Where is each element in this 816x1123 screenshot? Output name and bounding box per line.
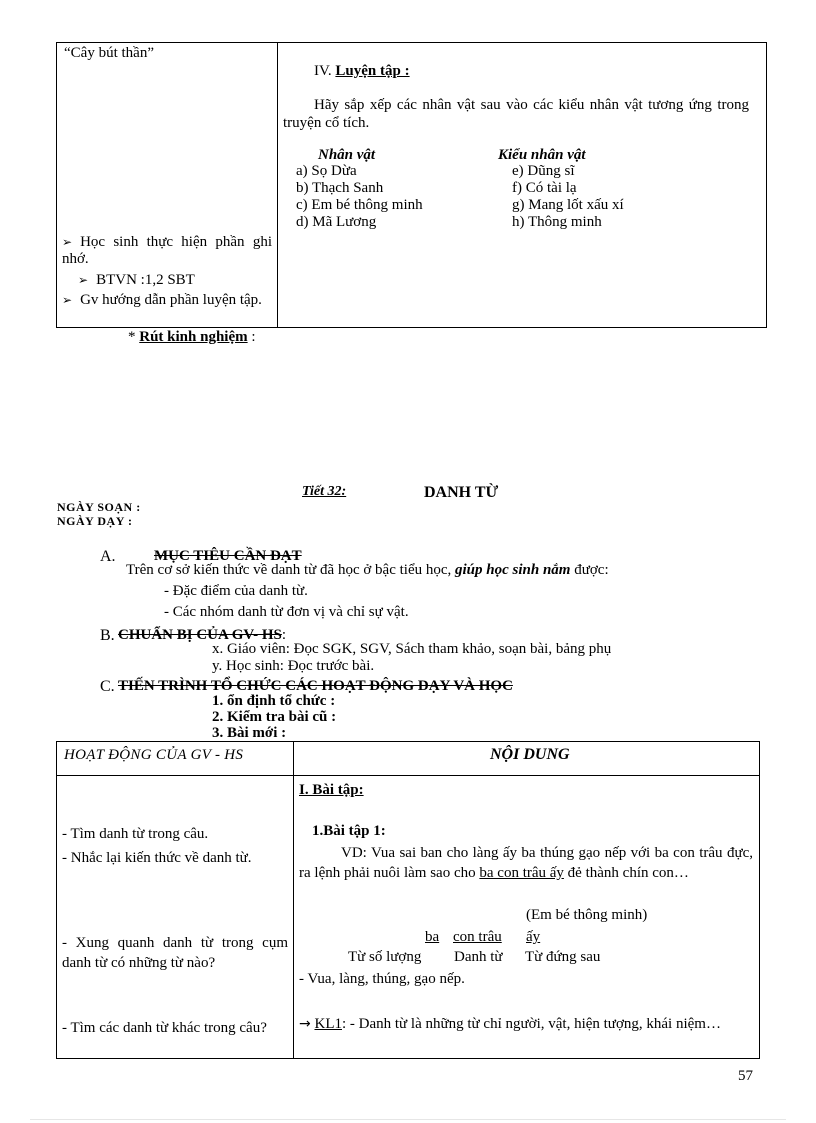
character-type-item: h) Thông minh: [512, 214, 602, 230]
phrase-word: ấy: [526, 929, 541, 945]
activities-table-header-line: [56, 775, 760, 776]
activity-row: - Xung quanh danh từ trong cụm danh từ có những từ nào?: [62, 935, 288, 971]
character-type-item: f) Có tài lạ: [512, 180, 577, 196]
objective-item: - Đặc điểm của danh từ.: [164, 583, 308, 599]
objective-item: - Các nhóm danh từ đơn vị và chỉ sự vật.: [164, 604, 409, 620]
section-b-title: CHUẨN BỊ CỦA GV- HS:: [118, 627, 287, 643]
exercise-1-title: 1.Bài tập 1:: [312, 823, 386, 839]
activity-row: - Nhắc lại kiến thức về danh từ.: [62, 850, 252, 866]
prep-date-label: NGÀY SOẠN :: [57, 500, 141, 514]
exercise-heading: IV. Luyện tập :: [314, 63, 410, 79]
arrow-bullet-icon: ➢: [78, 273, 89, 287]
phrase-label: Từ đứng sau: [525, 949, 601, 965]
right-arrow-icon: →: [299, 1016, 311, 1032]
section-b-letter: B.: [100, 627, 115, 644]
homework-item-1: ➢ Học sinh thực hiện phần ghi nhớ.: [62, 234, 272, 267]
activity-row: - Tìm các danh từ khác trong câu?: [62, 1020, 267, 1036]
section-a-intro: Trên cơ sở kiến thức về danh từ đã học ở bậc tiểu học, giúp học sinh nắm được:: [126, 562, 609, 578]
activities-table: [56, 741, 760, 1059]
character-type-item: g) Mang lốt xấu xí: [512, 197, 624, 213]
preparation-item: x. Giáo viên: Đọc SGK, SGV, Sách tham khảo, soạn bài, bảng phụ: [212, 641, 612, 657]
top-table-divider: [277, 42, 278, 328]
arrow-bullet-icon: ➢: [62, 293, 73, 307]
character-column-header: Nhân vật: [318, 147, 376, 163]
example-sentence: VD: Vua sai ban cho làng ấy ba thúng gạo nếp với ba con trâu đực, ra lệnh phải nuôi làm sao cho ba con trâu ấy đẻ thành chín con…: [299, 845, 753, 881]
procedure-item: 1. ổn định tổ chức :: [212, 693, 336, 709]
other-nouns: - Vua, làng, thúng, gạo nếp.: [299, 971, 465, 987]
character-type-column-header: Kiểu nhân vật: [498, 147, 586, 163]
character-item: c) Em bé thông minh: [296, 197, 423, 213]
phrase-word: ba: [425, 929, 440, 945]
activities-header: HOẠT ĐỘNG CỦA GV - HS: [64, 747, 244, 763]
lesson-reflection-label: * Rút kinh nghiệm :: [128, 329, 256, 345]
section-c-letter: C.: [100, 678, 115, 695]
homework-item-2: ➢ BTVN :1,2 SBT: [78, 272, 195, 288]
character-item: b) Thạch Sanh: [296, 180, 384, 196]
page-edge: [30, 1119, 786, 1120]
page-number: 57: [738, 1068, 753, 1084]
exercise-part-title: I. Bài tập:: [299, 782, 364, 798]
procedure-item: 2. Kiểm tra bài cũ :: [212, 709, 337, 725]
phrase-label: Danh từ: [454, 949, 503, 965]
character-item: d) Mã Lương: [296, 214, 377, 230]
procedure-item: 3. Bài mới :: [212, 725, 287, 741]
preparation-item: y. Học sinh: Đọc trước bài.: [212, 658, 375, 674]
conclusion-1: → KL1: - Danh từ là những từ chỉ người, vật, hiện tượng, khái niệm…: [299, 1016, 721, 1032]
lesson-reference-title: “Cây bút thần”: [64, 45, 154, 61]
section-a-title: MỤC TIÊU CẦN ĐẠT: [154, 548, 302, 564]
lesson-title: DANH TỪ: [424, 484, 499, 501]
exercise-instruction: Hãy sắp xếp các nhân vật sau vào các kiểu nhân vật tương ứng trong truyện cổ tích.: [283, 97, 749, 131]
phrase-label: Từ số lượng: [348, 949, 422, 965]
homework-item-3: ➢ Gv hướng dẫn phần luyện tập.: [62, 292, 262, 308]
activities-table-divider: [293, 741, 294, 1059]
activity-row: - Tìm danh từ trong câu.: [62, 826, 209, 842]
section-a-letter: A.: [100, 548, 116, 565]
lesson-period: Tiết 32:: [302, 484, 347, 499]
character-item: a) Sọ Dừa: [296, 163, 357, 179]
content-header: NỘI DUNG: [490, 746, 570, 763]
teach-date-label: NGÀY DẠY :: [57, 514, 133, 528]
example-source: (Em bé thông minh): [526, 907, 648, 923]
character-type-item: e) Dũng sĩ: [512, 163, 575, 179]
phrase-word: con trâu: [453, 929, 502, 945]
section-c-title: TIẾN TRÌNH TỔ CHỨC CÁC HOẠT ĐỘNG DẠY VÀ HỌC: [118, 678, 513, 694]
arrow-bullet-icon: ➢: [62, 235, 73, 249]
